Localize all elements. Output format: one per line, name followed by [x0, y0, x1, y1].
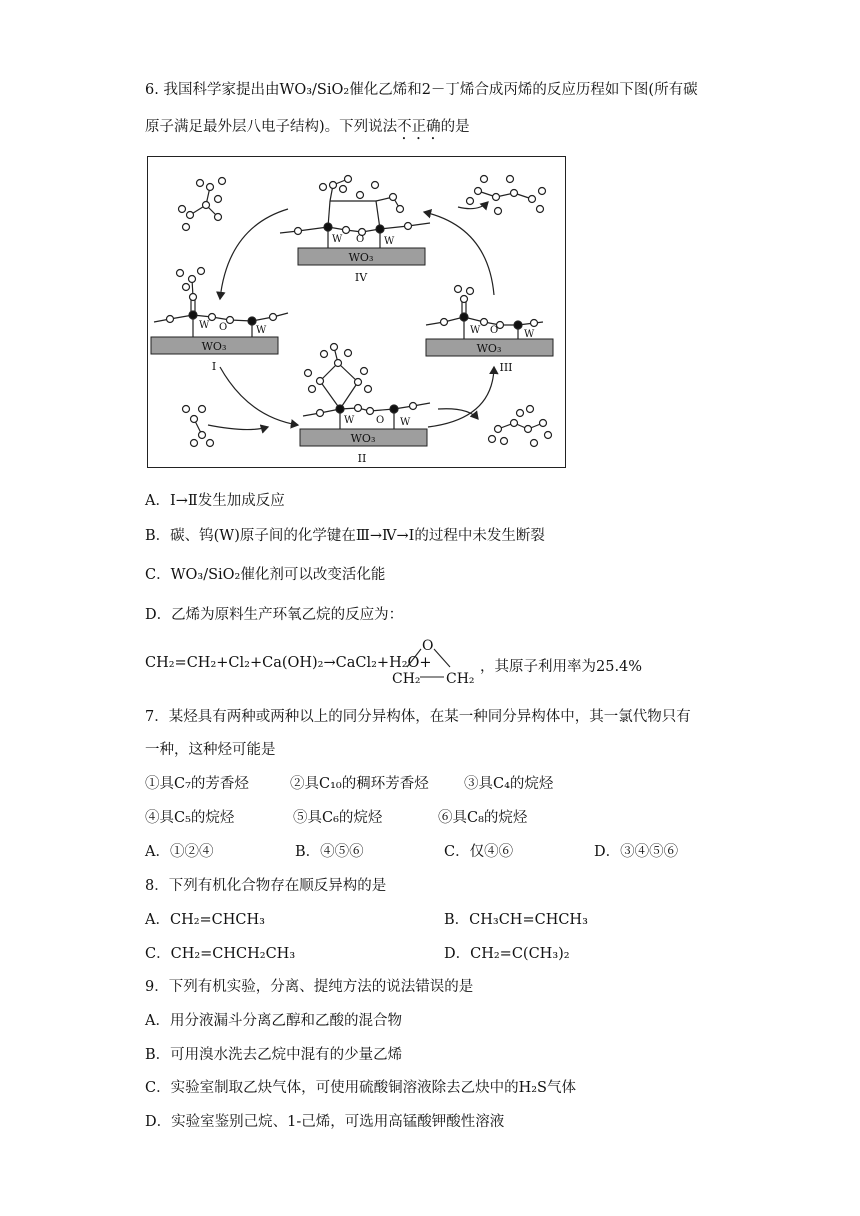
stage-label-iii: III	[499, 361, 513, 374]
q7-item-6: ⑥具C₈的烷烃	[438, 810, 528, 826]
q8-option-c: C．CH₂=CHCH₂CH₃	[145, 946, 296, 962]
q9-stem: 9．下列有机实验，分离、提纯方法的说法错误的是	[145, 979, 474, 995]
epoxide-svg	[392, 637, 480, 687]
q6-option-d: D．乙烯为原料生产环氧乙烷的反应为：	[145, 607, 404, 623]
q7-item-3: ③具C₄的烷烃	[464, 776, 554, 792]
cycle-arrows	[208, 202, 494, 430]
stage-label-ii: II	[357, 452, 367, 465]
w-label-iv-2: W	[384, 236, 395, 247]
q6-option-c: C．WO₃/SiO₂催化剂可以改变活化能	[145, 567, 386, 583]
epoxide-c2: CH₂	[446, 671, 475, 687]
o-label-iii: O	[490, 325, 499, 336]
w-label-iv-1: W	[332, 234, 343, 245]
free-molecules	[179, 176, 552, 447]
q7-item-5: ⑤具C₆的烷烃	[293, 810, 383, 826]
epoxide-structure	[392, 637, 480, 687]
q6-equation: CH₂=CH₂+Cl₂+Ca(OH)₂→CaCl₂+H₂O+	[145, 655, 432, 671]
q7-item-1: ①具C₇的芳香烃	[145, 776, 249, 792]
q6-option-b: B．碳、钨(W)原子间的化学键在Ⅲ→Ⅳ→Ⅰ的过程中未发生断裂	[145, 528, 545, 544]
wo3-label-ii: WO₃	[350, 432, 376, 445]
o-label-ii: O	[376, 415, 385, 426]
q6-option-a: A．Ⅰ→Ⅱ发生加成反应	[145, 493, 285, 509]
w-label-ii-2: W	[400, 417, 411, 428]
q7-stem-line2: 一种，这种烃可能是	[145, 742, 276, 758]
o-label-i: O	[219, 322, 228, 333]
q7-option-c: C．仅④⑥	[444, 844, 514, 860]
q7-item-4: ④具C₅的烷烃	[145, 810, 235, 826]
mechanism-svg	[148, 157, 564, 466]
w-label-i-1: W	[199, 320, 210, 331]
q9-option-d: D．实验室鉴别己烷、1-己烯，可选用高锰酸钾酸性溶液	[145, 1114, 505, 1130]
reaction-mechanism-diagram	[147, 156, 566, 468]
wo3-label-i: WO₃	[201, 340, 227, 353]
q7-option-b: B．④⑤⑥	[295, 844, 364, 860]
w-label-i-2: W	[256, 325, 267, 336]
epoxide-o: O	[422, 638, 434, 654]
q8-stem: 8．下列有机化合物存在顺反异构的是	[145, 878, 387, 894]
wo3-label-iii: WO₃	[476, 342, 502, 355]
w-label-iii-1: W	[470, 325, 481, 336]
stage-label-iv: IV	[354, 271, 368, 284]
q8-option-b: B．CH₃CH=CHCH₃	[444, 912, 588, 928]
q9-option-a: A．用分液漏斗分离乙醇和乙酸的混合物	[145, 1013, 402, 1029]
wo3-label-iv: WO₃	[348, 251, 374, 264]
q9-option-b: B．可用溴水洗去乙烷中混有的少量乙烯	[145, 1047, 403, 1063]
q7-option-d: D．③④⑤⑥	[594, 844, 679, 860]
q7-stem-line1: 7．某烃具有两种或两种以上的同分异构体，在某一种同分异构体中，其一氯代物只有	[145, 709, 691, 725]
stage-label-i: I	[211, 360, 217, 373]
q6-stem-emphasis: 不正确	[397, 119, 441, 135]
q7-item-2: ②具C₁₀的稠环芳香烃	[290, 776, 429, 792]
q6-stem-line2-post: 的是	[440, 119, 470, 135]
w-label-iii-2: W	[524, 329, 535, 340]
q6-equation-tail: ，其原子利用率为25.4%	[480, 659, 643, 675]
q6-stem-line2	[145, 115, 470, 143]
q8-option-a: A．CH₂=CHCH₃	[145, 912, 265, 928]
epoxide-c1: CH₂	[392, 671, 421, 687]
q9-option-c: C．实验室制取乙炔气体，可使用硫酸铜溶液除去乙炔中的H₂S气体	[145, 1080, 576, 1096]
q7-option-a: A．①②④	[145, 844, 214, 860]
q6-stem-line1: 6. 我国科学家提出由WO₃/SiO₂催化乙烯和2－丁烯合成丙烯的反应历程如下图(所有碳	[145, 82, 698, 98]
q8-option-d: D．CH₂=C(CH₃)₂	[444, 946, 570, 962]
q6-stem-line2-pre: 原子满足最外层八电子结构)。下列说法	[145, 119, 398, 135]
o-label-iv: O	[356, 234, 365, 245]
w-label-ii-1: W	[344, 415, 355, 426]
